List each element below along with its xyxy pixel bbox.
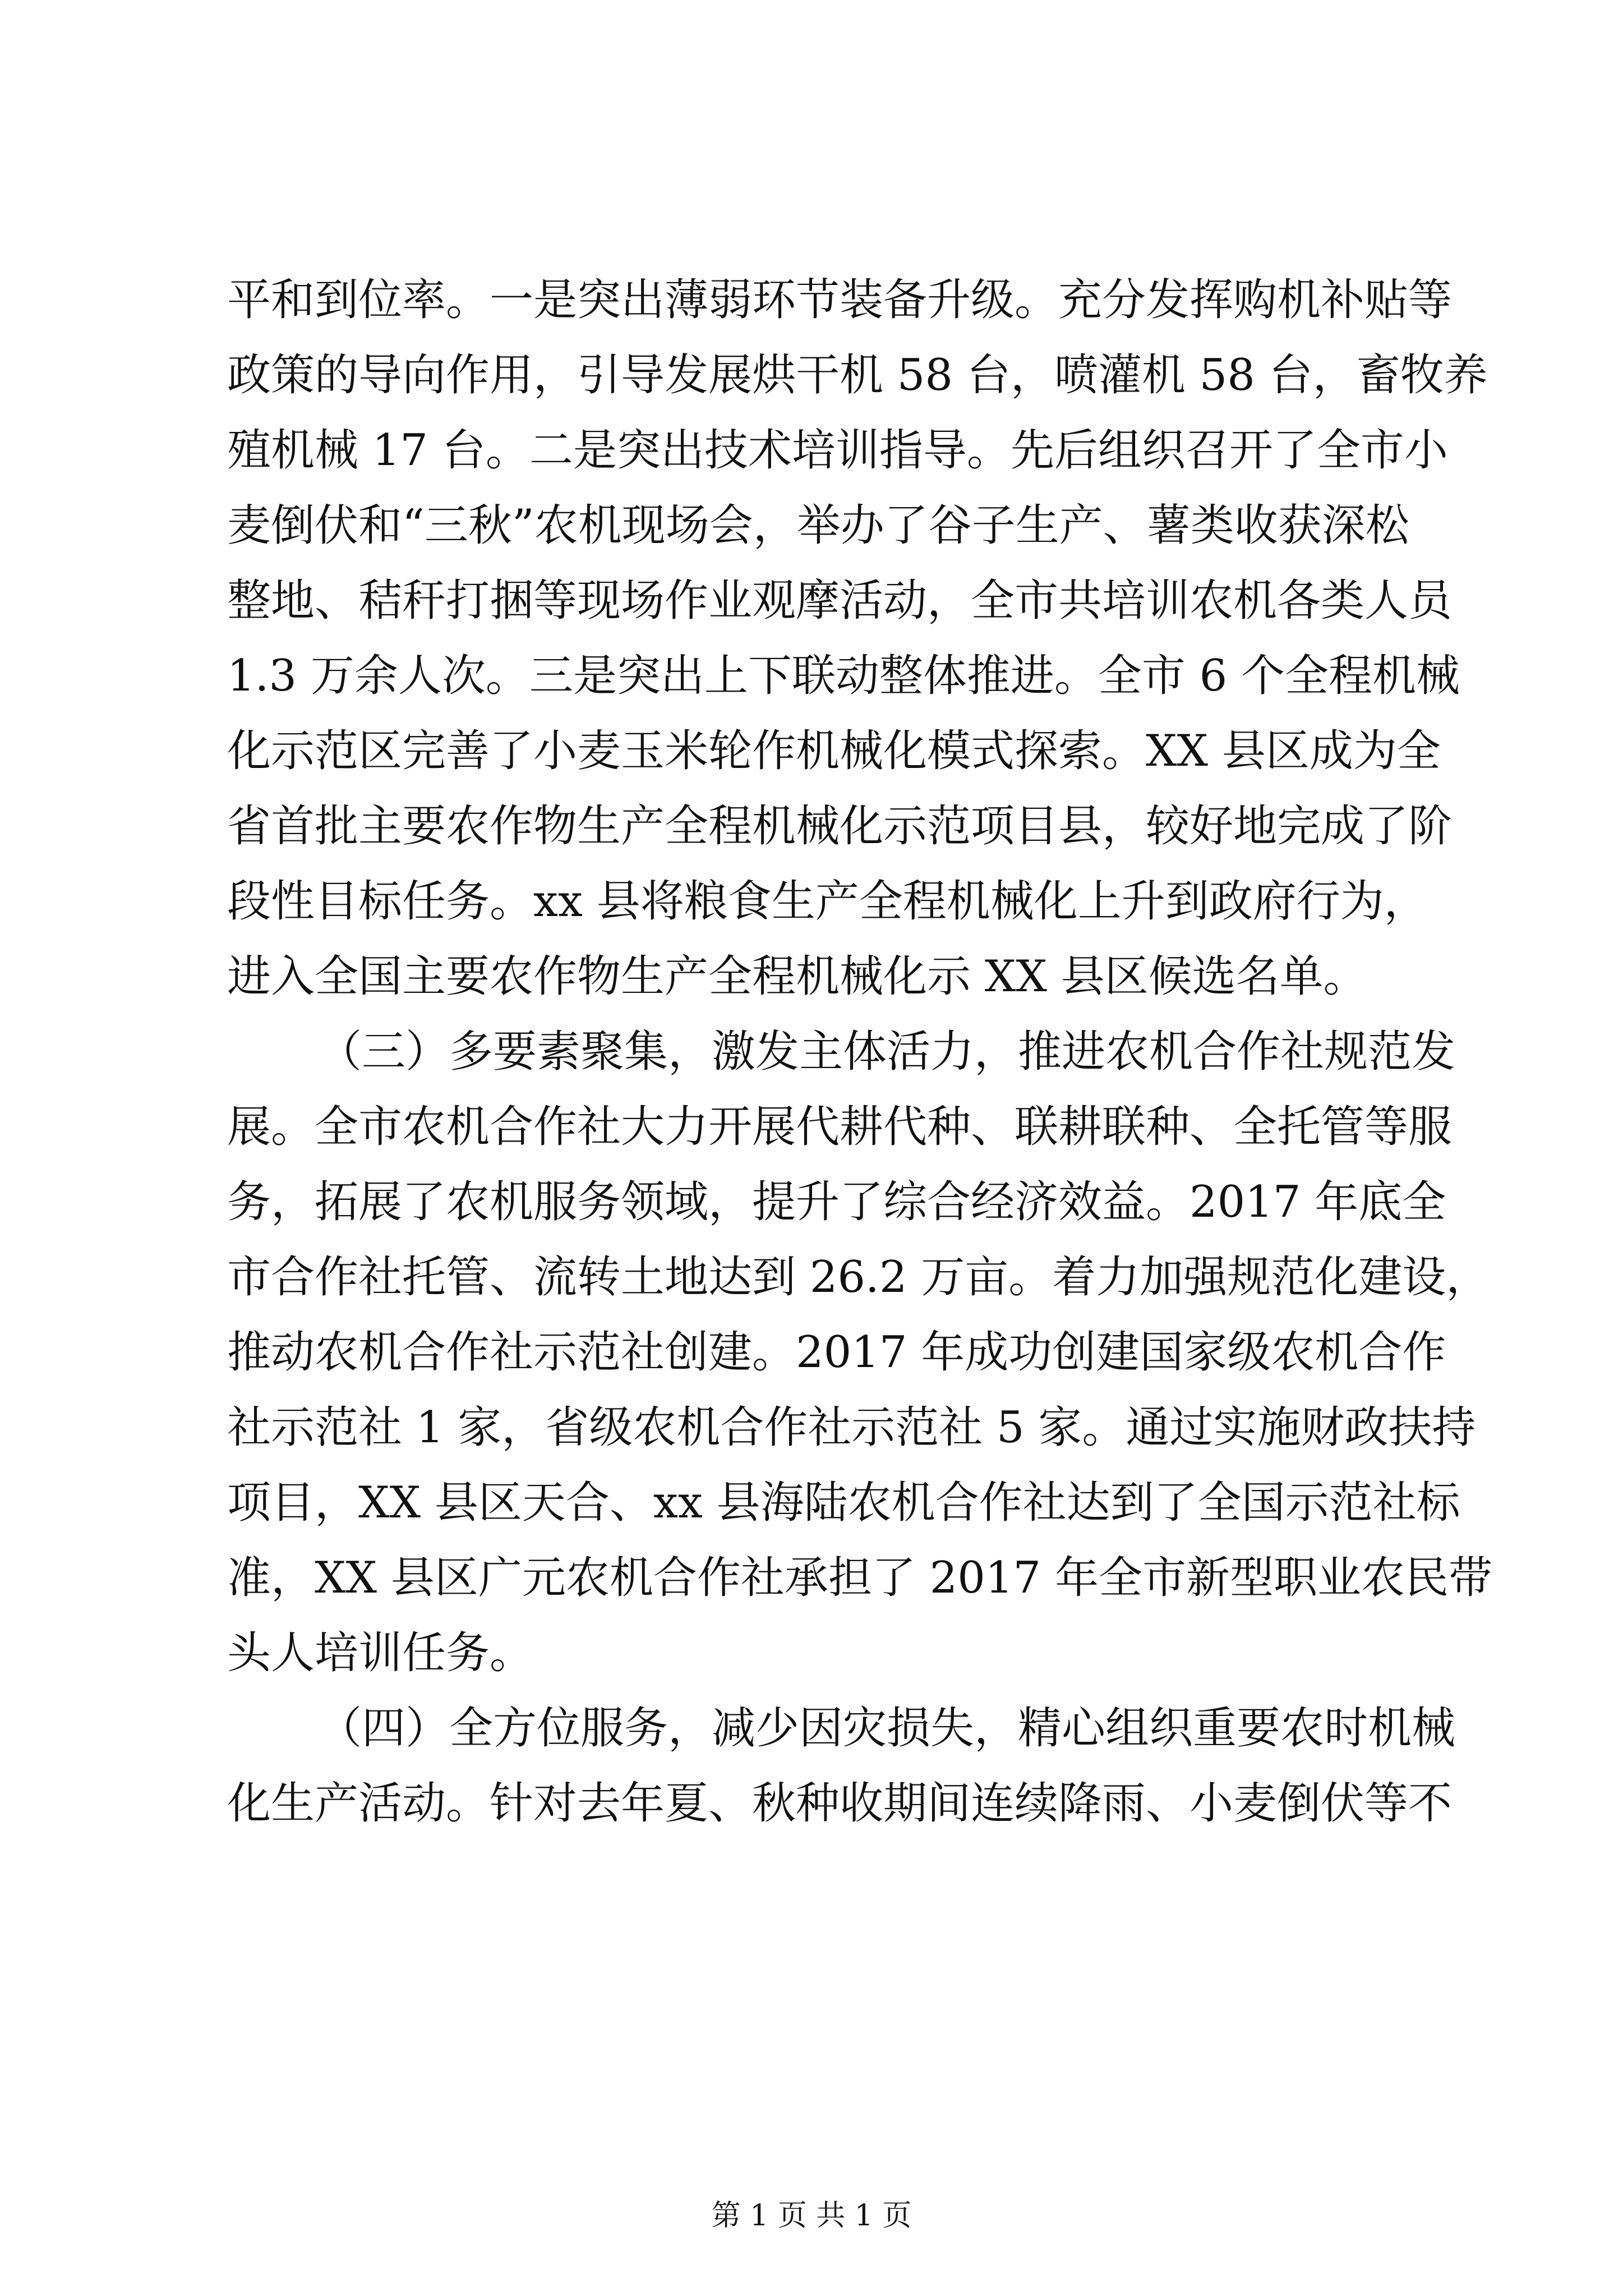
text-line: 化生产活动。针对去年夏、秋种收期间连续降雨、小麦倒伏等不 <box>227 1778 1453 1829</box>
text-line: 1.3 万余人次。三是突出上下联动整体推进。全市 6 个全程机械 <box>227 651 1460 701</box>
text-line: 准，XX 县区广元农机合作社承担了 2017 年全市新型职业农民带 <box>227 1553 1492 1603</box>
text-line: 项目，XX 县区天合、xx 县海陆农机合作社达到了全国示范社标 <box>227 1478 1460 1528</box>
text-line: 头人培训任务。 <box>227 1628 534 1678</box>
paragraph-heading-4: （四）全方位服务，减少因灾损失，精心组织重要农时机械 <box>318 1703 1456 1754</box>
text-line: 殖机械 17 台。二是突出技术培训指导。先后组织召开了全市小 <box>227 425 1448 476</box>
text-line: 省首批主要农作物生产全程机械化示范项目县，较好地完成了阶 <box>227 801 1453 852</box>
text-line: 市合作社托管、流转土地达到 26.2 万亩。着力加强规范化建设， <box>227 1252 1490 1303</box>
text-line: 社示范社 1 家，省级农机合作社示范社 5 家。通过实施财政扶持 <box>227 1402 1476 1453</box>
document-body <box>227 263 1492 1841</box>
text-line: 平和到位率。一是突出薄弱环节装备升级。充分发挥购机补贴等 <box>227 275 1453 325</box>
paragraph-heading-3: （三）多要素聚集，激发主体活力，推进农机合作社规范发 <box>318 1027 1456 1077</box>
text-line: 政策的导向作用，引导发展烘干机 58 台，喷灌机 58 台，畜牧养 <box>227 350 1488 401</box>
text-line: 务，拓展了农机服务领域，提升了综合经济效益。2017 年底全 <box>227 1177 1446 1227</box>
text-line: 整地、秸秆打捆等现场作业观摩活动，全市共培训农机各类人员 <box>227 576 1453 626</box>
page-footer: 第 1 页 共 1 页 <box>711 2199 912 2233</box>
text-line: 展。全市农机合作社大力开展代耕代种、联耕联种、全托管等服 <box>227 1102 1453 1152</box>
text-line: 化示范区完善了小麦玉米轮作机械化模式探索。XX 县区成为全 <box>227 726 1441 776</box>
text-line: 进入全国主要农作物生产全程机械化示 XX 县区候选名单。 <box>227 951 1367 1002</box>
text-line: 麦倒伏和“三秋”农机现场会，举办了谷子生产、薯类收获深松 <box>227 500 1409 551</box>
text-line: 段性目标任务。xx 县将粮食生产全程机械化上升到政府行为， <box>227 876 1428 927</box>
text-line: 推动农机合作社示范社创建。2017 年成功创建国家级农机合作 <box>227 1327 1446 1378</box>
